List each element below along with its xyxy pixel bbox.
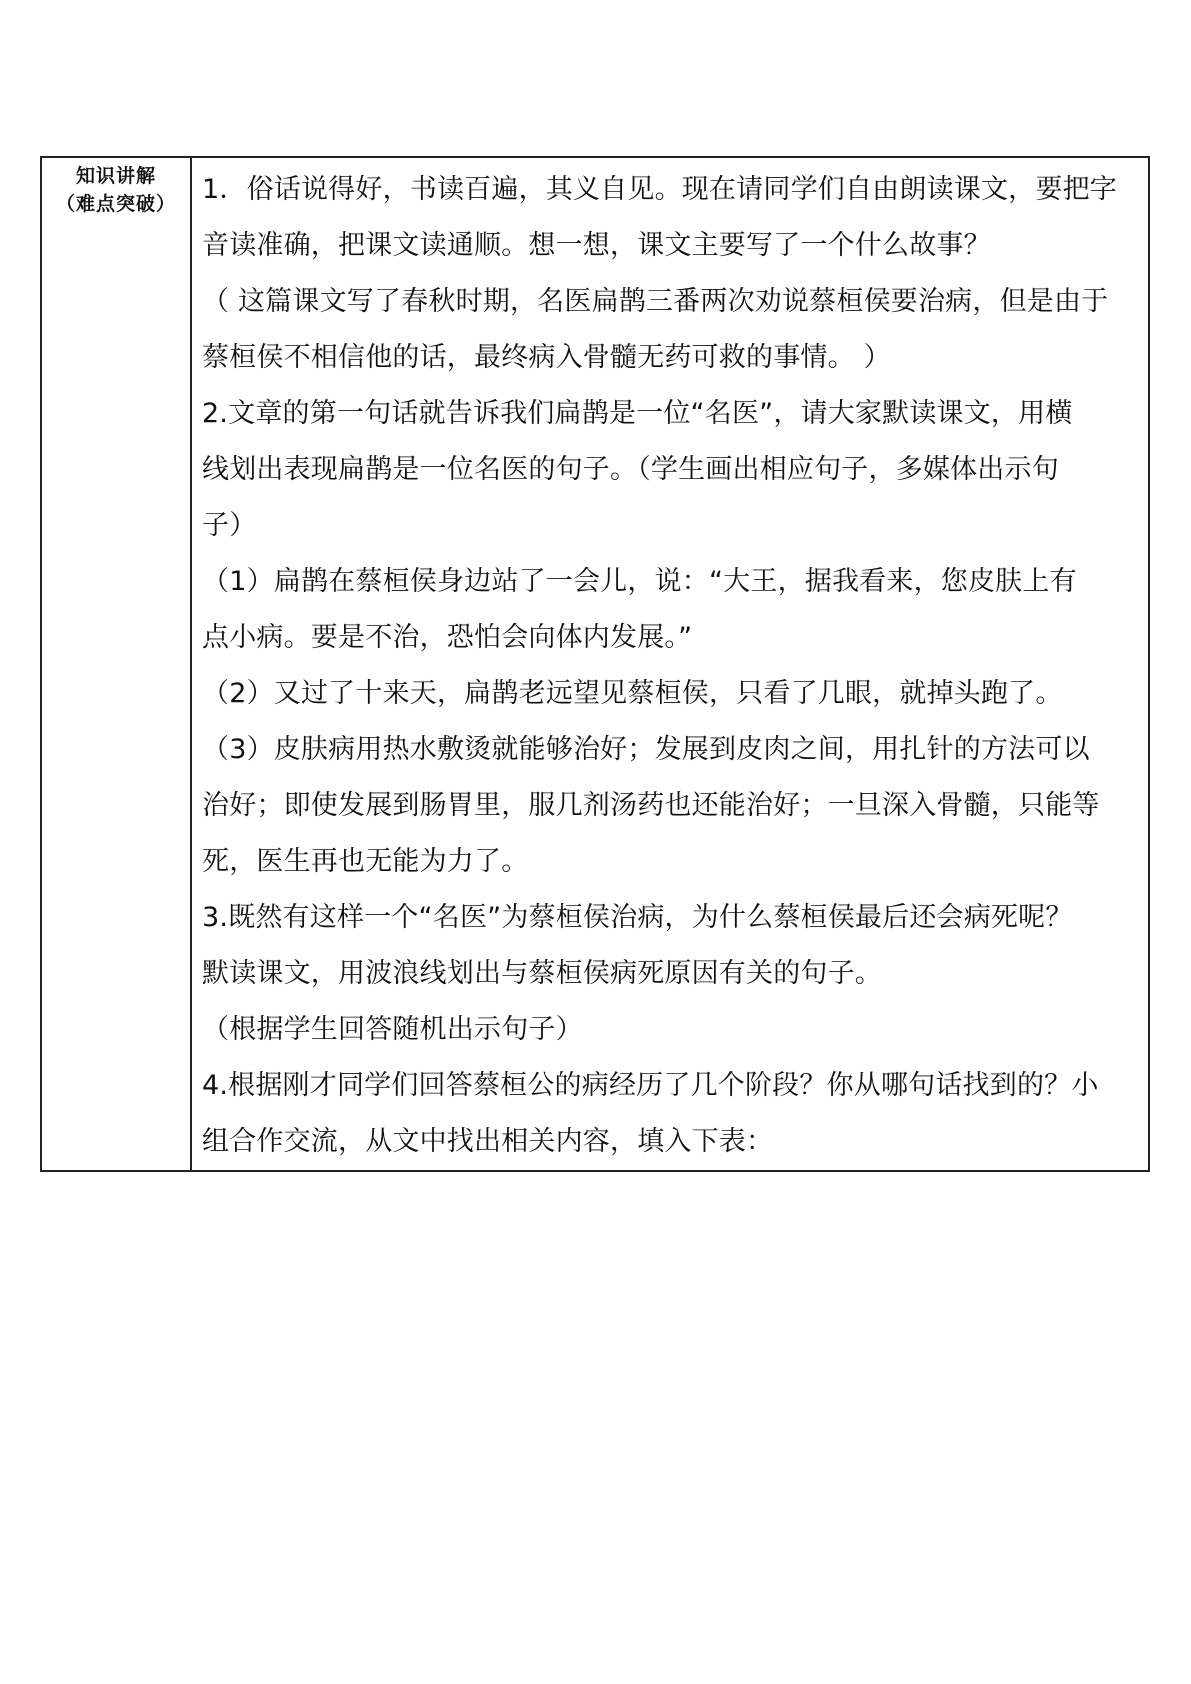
content-line: 死，医生再也无能为力了。 — [202, 846, 529, 877]
table-row — [41, 157, 1149, 1171]
content-line: 子） — [202, 510, 257, 541]
section-label-line2: （难点突破） — [55, 193, 176, 215]
section-label-cell — [41, 157, 191, 1171]
content-line: 组合作交流，从文中找出相关内容，填入下表： — [202, 1126, 774, 1157]
section-content-cell — [191, 157, 1149, 1171]
content-line: 2.文章的第一句话就告诉我们扁鹊是一位“名医”，请大家默读课文，用横 — [202, 398, 1073, 429]
lesson-plan-table — [40, 156, 1150, 1172]
section-label — [42, 158, 190, 218]
content-line: 4.根据刚才同学们回答蔡桓公的病经历了几个阶段？你从哪句话找到的？小 — [202, 1070, 1099, 1101]
content-line: （3）皮肤病用热水敷烫就能够治好；发展到皮肉之间，用扎针的方法可以 — [202, 734, 1090, 765]
content-line: 1．俗话说得好，书读百遍，其义自见。现在请同学们自由朗读课文，要把字 — [202, 174, 1117, 205]
content-line: 蔡桓侯不相信他的话，最终病入骨髓无药可救的事情。 ） — [202, 342, 891, 373]
content-line: （根据学生回答随机出示句子） — [202, 1014, 583, 1045]
content-line: 音读准确，把课文读通顺。想一想，课文主要写了一个什么故事？ — [202, 230, 991, 261]
content-line: 默读课文，用波浪线划出与蔡桓侯病死原因有关的句子。 — [202, 958, 882, 989]
content-line: 线划出表现扁鹊是一位名医的句子。（学生画出相应句子，多媒体出示句 — [202, 454, 1059, 485]
content-line: （2）又过了十来天，扁鹊老远望见蔡桓侯，只看了几眼，就掉头跑了。 — [202, 678, 1063, 709]
content-line: （ 这篇课文写了春秋时期，名医扁鹊三番两次劝说蔡桓侯要治病，但是由于 — [202, 286, 1109, 317]
content-line: （1）扁鹊在蔡桓侯身边站了一会儿，说：“大王，据我看来，您皮肤上有 — [202, 566, 1077, 597]
content-line: 治好；即使发展到肠胃里，服几剂汤药也还能治好；一旦深入骨髓，只能等 — [202, 790, 1100, 821]
content-line: 点小病。要是不治，恐怕会向体内发展。” — [202, 622, 693, 653]
section-label-line1: 知识讲解 — [75, 165, 156, 187]
content-line: 3.既然有这样一个“名医”为蔡桓侯治病，为什么蔡桓侯最后还会病死呢？ — [202, 902, 1073, 933]
